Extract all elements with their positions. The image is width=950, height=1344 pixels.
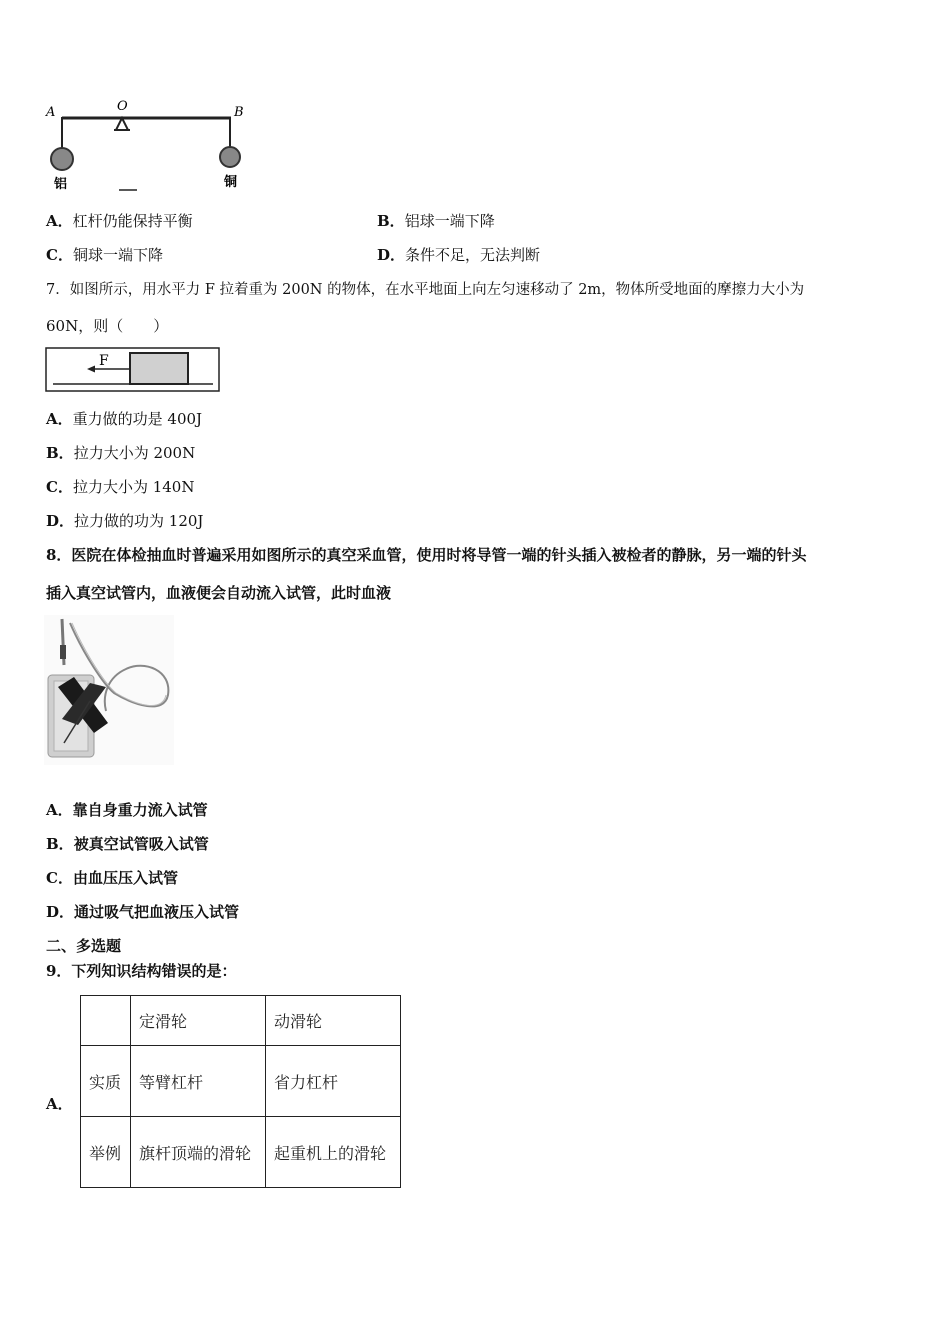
table-cell: 起重机上的滑轮 — [266, 1117, 401, 1188]
block — [130, 353, 188, 384]
table-header-row — [81, 996, 401, 1046]
table-cell: 省力杠杆 — [266, 1046, 401, 1117]
table-cell: 旗杆顶端的滑轮 — [131, 1117, 266, 1188]
option-letter: B． — [46, 444, 74, 462]
pulley-table — [80, 995, 401, 1188]
lever-ball-right-label: 铜 — [224, 175, 238, 190]
option-text: 杠杆仍能保持平衡 — [72, 212, 193, 230]
q8-option-b — [46, 834, 209, 854]
table-cell: 举例 — [81, 1117, 131, 1188]
aluminium-ball — [51, 148, 73, 170]
option-letter: D． — [46, 903, 75, 921]
copper-ball — [220, 147, 240, 167]
lever-label-b: B — [234, 105, 244, 120]
q7-option-d — [46, 511, 203, 531]
q7-option-b — [46, 443, 195, 463]
option-text: 拉力大小为 200N — [73, 444, 196, 462]
lever-label-a: A — [46, 105, 56, 120]
table-row — [81, 1046, 401, 1117]
option-letter: C． — [46, 246, 73, 264]
q8-stem-line1: 8．医院在体检抽血时普遍采用如图所示的真空采血管，使用时将导管一端的针头插入被检者的静脉，另一端的针头 — [46, 546, 807, 564]
option-text: 拉力做的功为 120J — [74, 512, 204, 530]
fulcrum — [116, 118, 128, 130]
option-text: 铜球一端下降 — [72, 246, 163, 264]
table-cell: 等臂杠杆 — [131, 1046, 266, 1117]
table-cell: 动滑轮 — [266, 996, 401, 1046]
q8-option-c — [46, 868, 178, 888]
option-letter: B． — [377, 212, 405, 230]
force-arrow-head — [87, 366, 95, 373]
option-letter: A． — [46, 410, 73, 428]
q9-knowledge-table — [80, 995, 401, 1188]
q7-option-c — [46, 477, 194, 497]
q9-stem: 9．下列知识结构错误的是： — [46, 962, 237, 980]
table-cell: 实质 — [81, 1046, 131, 1117]
force-label: F — [99, 353, 109, 369]
option-letter: A． — [46, 212, 73, 230]
q6-option-d — [377, 245, 540, 265]
option-letter: D． — [377, 246, 406, 264]
q6-option-b — [377, 211, 495, 231]
option-letter: B． — [46, 835, 74, 853]
option-text: 由血压压入试管 — [72, 869, 178, 887]
table-cell — [81, 996, 131, 1046]
q7-option-a — [46, 409, 202, 429]
option-text: 重力做的功是 400J — [72, 410, 203, 428]
q8-stem-line2: 插入真空试管内，血液便会自动流入试管，此时血液 — [46, 584, 392, 602]
vacuum-tube-photo — [44, 615, 174, 765]
q7-figure — [45, 347, 221, 393]
table-row — [81, 1117, 401, 1188]
option-text: 拉力大小为 140N — [72, 478, 195, 496]
option-letter: C． — [46, 478, 73, 496]
q8-figure — [44, 615, 174, 765]
option-text: 被真空试管吸入试管 — [73, 835, 209, 853]
q6-option-c — [46, 245, 163, 265]
pull-block-diagram — [45, 347, 221, 393]
option-text: 靠自身重力流入试管 — [72, 801, 208, 819]
q9-option-a-letter: A． — [46, 1095, 73, 1113]
q8-option-a — [46, 800, 208, 820]
section-heading: 二、多选题 — [46, 937, 122, 955]
option-letter: A． — [46, 801, 73, 819]
q7-stem-line2: 60N，则（ ） — [46, 317, 169, 335]
option-letter: D． — [46, 512, 75, 530]
lever-figure — [40, 98, 260, 196]
option-text: 铝球一端下降 — [404, 212, 495, 230]
table-cell: 定滑轮 — [131, 996, 266, 1046]
option-letter: C． — [46, 869, 73, 887]
lever-diagram — [40, 98, 260, 196]
option-text: 通过吸气把血液压入试管 — [74, 903, 240, 921]
q7-stem-line1: 7．如图所示，用水平力 F 拉着重为 200N 的物体，在水平地面上向左匀速移动了 2m，物体所受地面的摩擦力大小为 — [46, 282, 805, 298]
lever-ball-left-label: 铝 — [54, 177, 68, 192]
option-text: 条件不足，无法判断 — [405, 246, 541, 264]
lever-label-o: O — [117, 99, 128, 114]
q6-option-a — [46, 211, 193, 231]
q8-option-d — [46, 902, 239, 922]
